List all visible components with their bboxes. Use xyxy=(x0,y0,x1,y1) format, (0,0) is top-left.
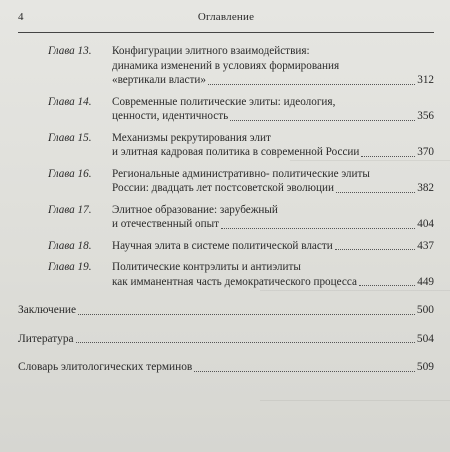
chapter-label: Глава 15. xyxy=(48,131,92,144)
chapter-title xyxy=(112,95,434,124)
toc-entry-conclusion[interactable] xyxy=(18,303,434,318)
chapter-title-line: Конфигурации элитного взаимодействия: xyxy=(112,45,310,57)
section-title-text: Литература xyxy=(18,332,74,345)
page-reference: 504 xyxy=(416,332,434,345)
chapter-title xyxy=(112,239,434,254)
chapter-label: Глава 17. xyxy=(48,203,92,216)
dot-leader xyxy=(78,314,415,315)
section-title-text: Заключение xyxy=(18,304,77,316)
chapter-label: Глава 19. xyxy=(48,261,92,273)
dot-leader xyxy=(335,249,415,250)
page-header xyxy=(18,8,434,33)
chapter-title xyxy=(112,131,434,160)
chapter-title-line: «вертикали власти» xyxy=(112,74,206,86)
dot-leader xyxy=(208,84,415,85)
page-reference: 437 xyxy=(417,239,434,252)
chapter-title-line: как имманентная часть демократического процесса xyxy=(112,275,357,288)
dot-leader xyxy=(359,285,415,286)
chapter-title-line: Элитное образование: зарубежный xyxy=(112,203,278,216)
chapter-title-line: динамика изменений в условиях формирования xyxy=(112,59,340,72)
toc-entry-glossary[interactable] xyxy=(18,360,434,375)
chapter-label: Глава 14. xyxy=(48,95,92,108)
chapter-title-line: Научная элита в системе политической власти xyxy=(112,239,333,252)
section-title-text: Словарь элитологических терминов xyxy=(18,361,193,373)
page-reference: 370 xyxy=(417,146,434,158)
section-title xyxy=(18,303,434,318)
page-reference: 500 xyxy=(416,304,434,316)
section-title xyxy=(18,360,434,375)
toc-entry-chapter-17[interactable] xyxy=(18,203,434,232)
chapter-title-line: Современные политические элиты: идеология, xyxy=(112,95,336,108)
page-reference: 404 xyxy=(417,218,434,230)
page-reference: 509 xyxy=(416,361,434,373)
chapter-title xyxy=(112,44,434,88)
chapter-title xyxy=(112,203,434,232)
toc-entry-chapter-18[interactable] xyxy=(18,239,434,254)
chapter-title-line: ценности, идентичность xyxy=(112,110,229,122)
page-reference: 382 xyxy=(417,182,434,194)
dot-leader xyxy=(361,156,415,157)
toc-entry-chapter-15[interactable] xyxy=(18,131,434,160)
chapter-title xyxy=(112,167,434,196)
section-title xyxy=(18,332,434,347)
dot-leader xyxy=(194,371,415,372)
chapter-title-line: Политические контрэлиты и антиэлиты xyxy=(112,261,301,273)
chapter-title xyxy=(112,260,434,289)
dot-leader xyxy=(336,192,415,193)
chapter-title-line: России: двадцать лет постсоветской эволюции xyxy=(112,182,334,194)
chapter-label: Глава 16. xyxy=(48,167,92,180)
chapter-title-line: и элитная кадровая политика в современной России xyxy=(112,146,360,158)
toc-entry-chapter-19[interactable] xyxy=(18,260,434,289)
toc-entry-literature[interactable] xyxy=(18,332,434,347)
toc-entry-chapter-14[interactable] xyxy=(18,95,434,124)
page-reference: 449 xyxy=(417,275,434,288)
page-reference: 312 xyxy=(417,74,434,86)
chapter-title-line: и отечественный опыт xyxy=(112,218,219,230)
dot-leader xyxy=(221,228,415,229)
page-number: 4 xyxy=(18,11,24,23)
toc-entry-chapter-13[interactable] xyxy=(18,44,434,88)
chapter-title-line: Региональные административно- политические элиты xyxy=(112,167,370,180)
table-of-contents xyxy=(18,44,434,389)
chapter-title-line: Механизмы рекрутирования элит xyxy=(112,131,271,144)
chapter-label: Глава 13. xyxy=(48,45,92,57)
toc-entry-chapter-16[interactable] xyxy=(18,167,434,196)
dot-leader xyxy=(76,342,415,343)
chapter-label: Глава 18. xyxy=(48,239,92,252)
page-reference: 356 xyxy=(417,110,434,122)
running-title: Оглавление xyxy=(197,11,255,23)
dot-leader xyxy=(230,120,415,121)
